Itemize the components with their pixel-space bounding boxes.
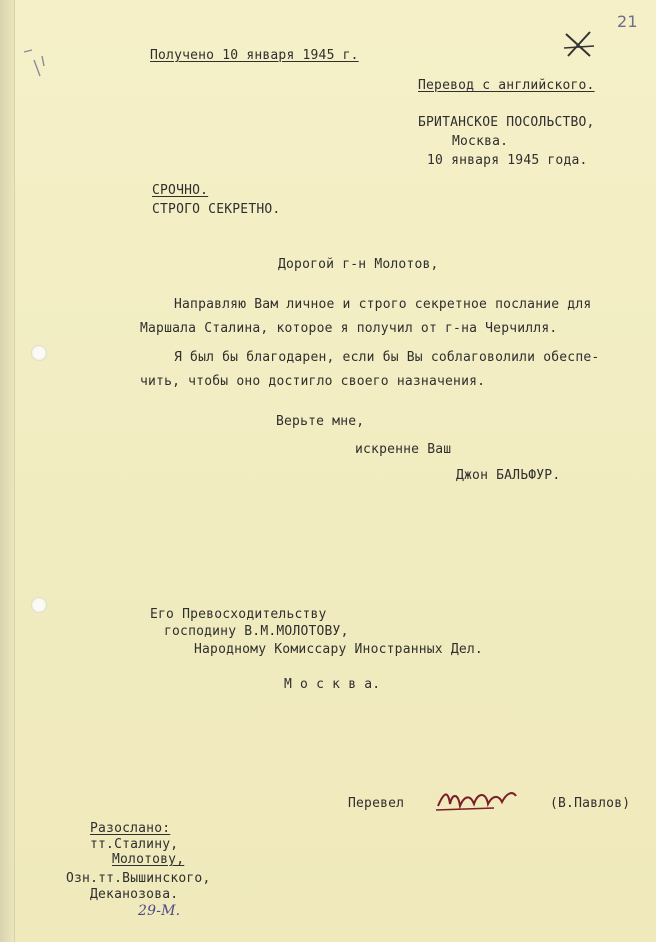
- addressee-line: Народному Комиссару Иностранных Дел.: [194, 642, 483, 657]
- sender-city: Москва.: [452, 134, 509, 149]
- salutation: Дорогой г-н Молотов,: [278, 257, 439, 272]
- addressee-city: М о с к в а.: [284, 677, 381, 692]
- body-line: чить, чтобы оно достигло своего назначения.: [140, 374, 486, 389]
- received-stamp: Получено 10 января 1945 г.: [150, 48, 359, 63]
- translation-note: Перевод с английского.: [418, 78, 595, 93]
- sender-org: БРИТАНСКОЕ ПОСОЛЬСТВО,: [418, 115, 595, 130]
- copies-note: 29-М.: [138, 903, 181, 919]
- distribution-line: Молотову,: [112, 852, 185, 867]
- binding-edge: [0, 0, 15, 942]
- body-line: Я был бы благодарен, если бы Вы соблаговолили обеспе-: [174, 350, 600, 365]
- translator-signature: [434, 784, 520, 814]
- sender-date: 10 января 1945 года.: [427, 153, 588, 168]
- page-number: 21: [617, 12, 638, 31]
- addressee-line: господину В.М.МОЛОТОВУ,: [164, 624, 349, 639]
- translator-name: (В.Павлов): [550, 796, 631, 811]
- addressee-line: Его Превосходительству: [150, 607, 327, 622]
- punch-hole: [31, 345, 47, 361]
- distribution-line: тт.Сталину,: [90, 837, 179, 852]
- distribution-line: Деканозова.: [90, 887, 179, 902]
- distribution-line: Озн.тт.Вышинского,: [66, 871, 211, 886]
- translator-label: Перевел: [348, 796, 405, 811]
- body-line: Направляю Вам личное и строго секретное послание для: [174, 297, 592, 312]
- distribution-heading: Разослано:: [90, 821, 171, 836]
- punch-hole: [31, 597, 47, 613]
- urgency-label: СРОЧНО.: [152, 183, 209, 198]
- cross-mark-icon: [560, 26, 596, 62]
- pencil-tick-mark: [20, 46, 50, 80]
- classification-label: СТРОГО СЕКРЕТНО.: [152, 202, 281, 217]
- signatory-name: Джон БАЛЬФУР.: [456, 468, 561, 483]
- body-line: Маршала Сталина, которое я получил от г-на Черчилля.: [140, 321, 558, 336]
- closing-sincerely: искренне Ваш: [355, 442, 452, 457]
- closing-believe: Верьте мне,: [276, 414, 365, 429]
